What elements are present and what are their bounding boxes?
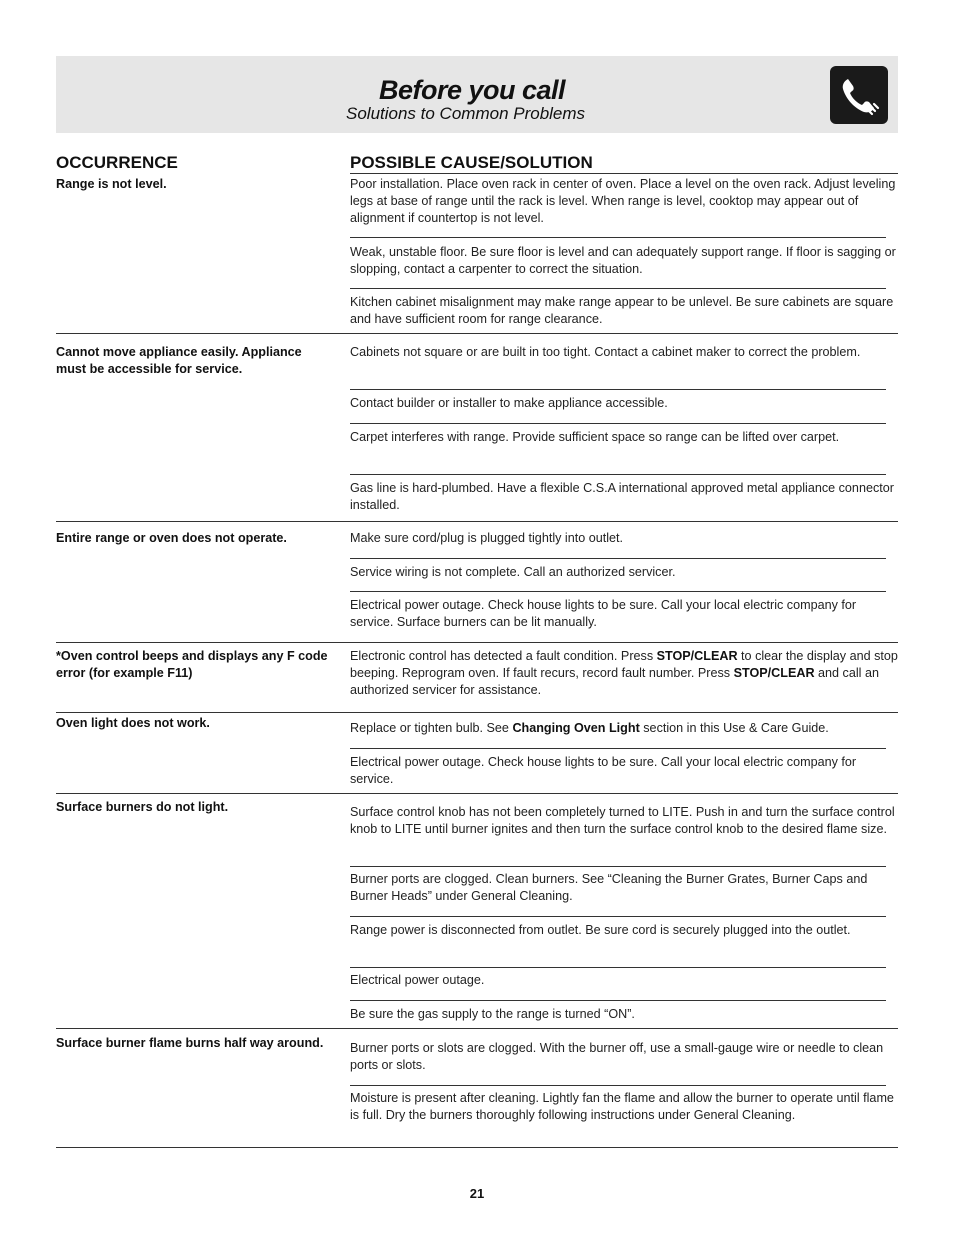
row-divider <box>56 1147 898 1148</box>
occurrence-text: Range is not level. <box>56 177 167 191</box>
page-number: 21 <box>469 1186 485 1201</box>
page-title: Before you call <box>379 75 566 105</box>
solution-divider <box>350 423 886 424</box>
solution-text: Make sure cord/plug is plugged tightly into outlet. <box>350 531 624 545</box>
solution-text: Cabinets not square or are built in too tight. Contact a cabinet maker to correct the problem. <box>350 345 861 359</box>
occurrence-text: Surface burner flame burns half way around. <box>56 1036 324 1050</box>
solution-text: Range power is disconnected from outlet. Be sure cord is securely plugged into the outlet. <box>350 923 851 937</box>
row-divider <box>56 642 898 643</box>
solution-emphasis: STOP/CLEAR <box>656 649 738 663</box>
solution-divider <box>350 967 886 968</box>
solution-divider <box>350 558 886 559</box>
row-divider <box>56 1028 898 1029</box>
solution-text: Kitchen cabinet misalignment may make range appear to be unlevel. Be sure cabinets are square and have sufficient room for range clearance. <box>350 295 894 326</box>
solution-text: Contact builder or installer to make appliance accessible. <box>350 396 668 410</box>
solution-divider <box>350 288 886 289</box>
cause-column-header: POSSIBLE CAUSE/SOLUTION <box>350 153 593 172</box>
solution-text: Carpet interferes with range. Provide sufficient space so range can be lifted over carpet. <box>350 430 840 444</box>
solution-emphasis: STOP/CLEAR <box>733 666 815 680</box>
occurrence-text: Cannot move appliance easily. Appliance must be accessible for service. <box>56 345 302 376</box>
solution-text: Surface control knob has not been completely turned to LITE. Push in and turn the surface control knob to LITE until burner ignites and then turn the surface control knob to the desired flame size. <box>350 805 895 836</box>
solution-text-part: to clear the display and stop beeping. Reprogram oven. If fault recurs, record fault number. Press <box>350 649 898 680</box>
solution-text: Service wiring is not complete. Call an authorized servicer. <box>350 565 676 579</box>
solution-text: Moisture is present after cleaning. Lightly fan the flame and allow the burner to operate until flame is full. Dry the burners thoroughly following instructions under General Cleaning. <box>350 1091 894 1122</box>
solution-text-part: Electronic control has detected a fault condition. Press <box>350 649 657 663</box>
solution-text: Be sure the gas supply to the range is turned “ON”. <box>350 1007 635 1021</box>
row-divider <box>56 793 898 794</box>
page-subtitle: Solutions to Common Problems <box>346 104 586 123</box>
solution-text: Burner ports or slots are clogged. With the burner off, use a small-gauge wire or needle to clean ports or slots. <box>350 1041 884 1072</box>
row-divider <box>56 333 898 334</box>
occurrence-text: Entire range or oven does not operate. <box>56 531 287 545</box>
solution-divider <box>350 474 886 475</box>
solution-divider <box>350 591 886 592</box>
solution-divider <box>350 389 886 390</box>
solution-text: Poor installation. Place oven rack in center of oven. Place a level on the oven rack. Adjust leveling legs at base of range until the rack is level. When range is level, cooktop may appear out of alignment if countertop is not level. <box>350 177 896 225</box>
solution-text <box>350 720 898 737</box>
solution-text: Weak, unstable floor. Be sure floor is level and can adequately support range. If floor is sagging or slopping, contact a carpenter to correct the situation. <box>350 245 896 276</box>
row-divider <box>56 712 898 713</box>
solution-divider <box>350 748 886 749</box>
solution-divider <box>350 237 886 238</box>
solution-text-part: and call an authorized servicer for assistance. <box>350 666 879 697</box>
solution-divider <box>350 1085 886 1086</box>
solution-text <box>350 648 898 699</box>
solution-divider <box>350 916 886 917</box>
solution-text-part: section in this Use & Care Guide. <box>639 721 829 735</box>
solution-text: Gas line is hard-plumbed. Have a flexible C.S.A international approved metal appliance connector installed. <box>350 481 894 512</box>
occurrence-text: Oven light does not work. <box>56 716 210 730</box>
solution-emphasis: Changing Oven Light <box>512 721 640 735</box>
solution-text-part: Replace or tighten bulb. See <box>350 721 513 735</box>
row-divider <box>56 521 898 522</box>
solution-text: Electrical power outage. <box>350 973 485 987</box>
occurrence-column-header: OCCURRENCE <box>56 153 178 172</box>
occurrence-text: *Oven control beeps and displays any F code error (for example F11) <box>56 649 328 680</box>
occurrence-text: Surface burners do not light. <box>56 800 229 814</box>
solution-divider <box>350 1000 886 1001</box>
solution-text: Burner ports are clogged. Clean burners. See “Cleaning the Burner Grates, Burner Caps and Burner Heads” under General Cleaning. <box>350 872 868 903</box>
solution-text: Electrical power outage. Check house lights to be sure. Call your local electric company for service. Surface burners can be lit manually. <box>350 598 857 629</box>
solution-text: Electrical power outage. Check house lights to be sure. Call your local electric company for service. <box>350 755 857 786</box>
solution-divider <box>350 866 886 867</box>
